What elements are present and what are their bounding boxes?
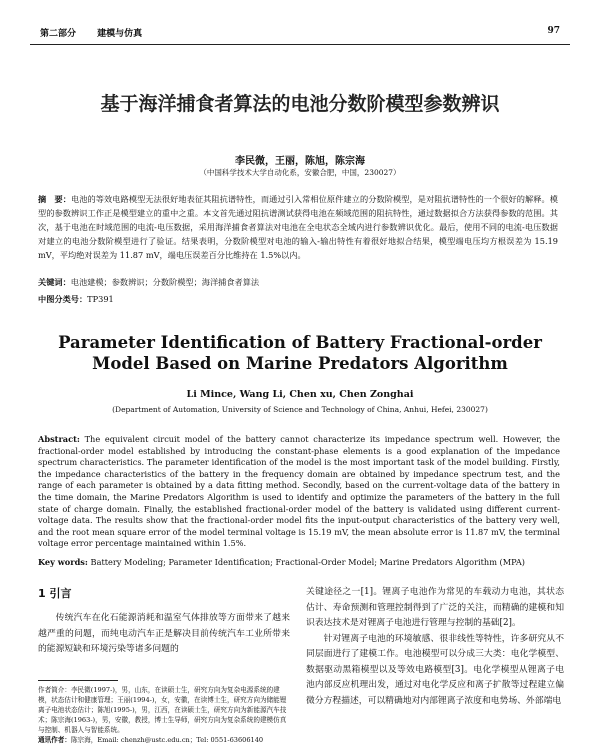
keywords-chinese-label: 关键词： <box>38 277 71 287</box>
keywords-english-label: Key words: <box>38 557 88 567</box>
footnote-contact-text: 陈宗海，Email: chenzh@ustc.edu.cn；Tel: 0551-63606140 <box>70 735 264 744</box>
intro-paragraph-right-2: 针对锂离子电池的环境敏感、很非线性等特性，许多研究从不同层面进行了建模工作。电池模型可以分成三大类：电化学模型、数据驱动黑箱模型以及等效电路模型[3]。电化学模型从锂离子电池内部反应机理出发，通过对电化学反应和离子扩散等过程建立偏微分方程描述，可以精确地对内部锂离子浓度和电势场、外部端电 <box>306 633 564 706</box>
header-left <box>40 26 160 40</box>
intro-paragraph-right-1: 关键途径之一[1]。锂离子电池作为常见的车载动力电池，其状态估计、寿命预测和管理控制得到了广泛的关注，而精确的建模和知识表达技术是对锂离子电池进行管理与控制的基础[2]。 <box>306 587 564 628</box>
abstract-english <box>38 434 560 550</box>
affiliation-english: (Department of Automation, University of Science and Technology of China, Anhui, Hefei, 230027) <box>112 405 488 414</box>
title-english: Parameter Identification of Battery Fractional-order Model Based on Marine Predators Algorithm <box>58 333 542 373</box>
affiliation-chinese: （中国科学技术大学自动化系，安徽合肥，中国，230027） <box>199 168 401 177</box>
classification-number <box>38 294 114 305</box>
keywords-chinese <box>38 277 259 288</box>
keywords-english <box>38 557 525 567</box>
page-number: 97 <box>547 26 560 36</box>
keywords-english-text: Battery Modeling; Parameter Identification; Fractional-Order Model; Marine Predators Algorithm (MPA) <box>90 557 526 567</box>
footnote-rule <box>38 680 118 681</box>
header-rule <box>30 44 570 45</box>
abstract-chinese-label: 摘 要： <box>38 194 72 204</box>
header-section: 建模与仿真 <box>97 29 143 39</box>
classification-value: TP391 <box>87 294 114 304</box>
abstract-chinese <box>38 192 558 262</box>
footnote-contact <box>38 735 290 745</box>
authors-english: Li Mince, Wang Li, Chen xu, Chen Zonghai <box>186 389 414 400</box>
footnote-contact-label: 通讯作者： <box>38 735 71 744</box>
classification-label: 中图分类号： <box>38 294 88 304</box>
abstract-english-text: The equivalent circuit model of the battery cannot characterize its impedance spectrum well. However, the fractional-order model established by introducing the constant-phase elements is a good explanation of the impedance spectrum characteristics. The parameter identification of the model is the most important task of the model building. Firstly, the impedance characteristics of the battery in the frequency domain are obtained by impedance spectrum test, and the range of each parameter is obtained by a data fitting method. Secondly, based on the current-voltage data of the battery in the time domain, the Marine Predators Algorithm is used to identify and optimize the parameters of the battery in the full state of charge domain. Finally, the established fractional-order model of the battery is validated using different current-voltage data. The results show that the fractional-order model fits the input-output characteristics of the battery very well, and the root mean square error of the model terminal voltage is 15.19 mV, the mean absolute error is 11.87 mV, the terminal voltage error percentage maintained within 1.5%. <box>38 434 560 549</box>
keywords-chinese-text: 电池建模；参数辨识；分数阶模型；海洋捕食者算法 <box>70 277 260 287</box>
running-header <box>40 26 560 40</box>
intro-paragraph-left: 传统汽车在化石能源消耗和温室气体排放等方面带来了越来越严重的问题，而纯电动汽车正是解决目前传统汽车工业所带来的能源短缺和环境污染等诸多问题的 <box>38 613 290 654</box>
title-chinese: 基于海洋捕食者算法的电池分数阶模型参数辨识 <box>100 93 500 115</box>
authors-chinese: 李民微，王丽，陈旭，陈宗海 <box>235 156 365 167</box>
footnote-author-bio: 作者简介：李民微(1997-)，男，山东，在读硕士生，研究方向为复杂电源系统的建模，状态估计和健康管理；王丽(1994-)，女，安徽，在读博士生，研究方向为储能锂离子电池状态估计；陈旭(1995-)，男，江西，在读硕士生，研究方向为新能源汽车技术；陈宗海(1963-)，男，安徽，教授，博士生导师，研究方向为复杂系统的建模仿真与控制、机器人与智能系统。 <box>38 685 287 734</box>
body-column-right <box>306 585 564 709</box>
header-part: 第二部分 <box>40 29 77 39</box>
section-heading-introduction: 1 引言 <box>38 587 72 600</box>
abstract-chinese-text: 电池的等效电路模型无法很好地表征其阻抗谱特性，而通过引入常相位原件建立的分数阶模型，是对阻抗谱特性的一个很好的解释。模型的参数辨识工作正是模型建立的重中之重。本文首先通过阻抗谱测试获得电池在频域范围的阻抗特性，通过数据拟合方法获得参数的范围。其次，基于电池在时域范围的电流-电压数据，采用海洋捕食者算法对电池在全电状态全域内进行参数辨识优化。最后，使用不同的电流-电压数据对建立的电池分数阶模型进行了验证。结果表明，分数阶模型对电池的输入-输出特性有着很好地拟合结果，模型端电压均方根误差为 15.19 mV，平均绝对误差为 11.87 mV，端电压误差百分比维持在 1.5%以内。 <box>38 194 558 260</box>
body-column-left <box>38 585 290 745</box>
abstract-english-label: Abstract: <box>38 434 80 444</box>
